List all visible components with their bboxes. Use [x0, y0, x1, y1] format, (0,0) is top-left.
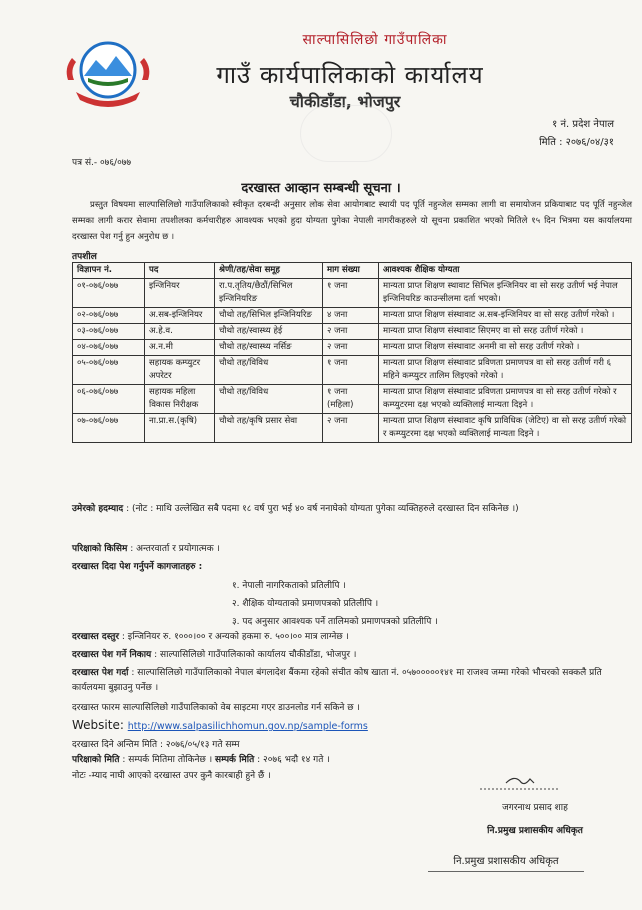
cell-qualification: मान्यता प्राप्त शिक्षण संस्थावाट अ.सब-इन्जिनियर वा सो सरह उतीर्ण गरेको । — [379, 308, 632, 324]
exam-date-text: : सम्पर्क मितिमा तोकिनेछ । — [122, 755, 213, 765]
exam-date — [72, 753, 632, 768]
notice-title: दरखास्त आव्हान सम्बन्धी सूचना । — [241, 181, 401, 196]
signatory-designation: नि.प्रमुख प्रशासकीय अधिकृत — [487, 826, 583, 836]
header-municipality: साल्पासिलिछो गाउँपालिका — [302, 32, 448, 48]
contact-text: : २०७६ भदौ १४ गते । — [257, 755, 330, 765]
cell-ad-number: ०३-०७६/०७७ — [73, 324, 145, 340]
table-row — [73, 385, 632, 414]
notice-intro: प्रस्तुत विषयमा साल्पासिलिछो गाउँपालिकाको स्वीकृत दरबन्दी अनुसार लोक सेवा आयोगबाट स्थायी पद पूर्ति नहुन्जेल सम्मका लागी वा समायोजन प्रकियाबाट पद पूर्ति नहुन्जेल सम्मका लागी करार सेवामा तपशीलका कर्मचारीहरु आवश्यक भएको हुदा योग्यता पुगेका नेपाली नागरीकहरुले यो सूचना प्रकाशित भएको मितिले १५ दिन भित्रमा यस कार्यालयमा दरखास्त पेश गर्नु हुन अनुरोध छ । — [72, 200, 632, 242]
docs-label: दरखास्त दिदा पेश गर्नुपर्ने कागजातहरु : — [72, 562, 203, 572]
exam-text: : अन्तरवार्ता र प्रयोगात्मक । — [130, 544, 220, 554]
cell-ad-number: ०५-०७६/०७७ — [73, 356, 145, 385]
cell-count: १ जना — [323, 356, 379, 385]
table-label: तपशील — [72, 252, 97, 262]
cell-qualification: मान्यता प्राप्त शिक्षण स्थावाट सिभिल इन्जिनियर वा सो सरह उतीर्ण भई नेपाल इन्जिनियरिङ काउन्सीलमा दर्ता भएको। — [379, 279, 632, 308]
cell-level: रा.प.तृतिय/छैठौं/सिभिल इन्जिनियरिङ — [215, 279, 323, 308]
table-row — [73, 414, 632, 443]
cell-post: अ.सब-इन्जिनियर — [145, 308, 215, 324]
cell-ad-number: ०७-०७६/०७७ — [73, 414, 145, 443]
age-limit — [72, 502, 632, 517]
table-header-row — [73, 263, 632, 279]
cell-count: २ जना — [323, 414, 379, 443]
fee-text: : इन्जिनियर रु. १०००।०० र अन्यको हकमा रु. ५००।०० मात्र लाग्नेछ । — [121, 632, 349, 642]
header-address: चौकीडाँडा, भोजपुर — [289, 92, 401, 111]
header-office: गाउँ कार्यपालिकाको कार्यालय — [216, 61, 484, 89]
payment-label: दरखास्त पेश गर्दा — [72, 668, 129, 678]
deadline: दरखास्त दिने अन्तिम मिति : २०७६/०५/१३ गते सम्म — [72, 740, 240, 750]
payment-instruction — [72, 666, 632, 696]
signature-scribble — [478, 773, 560, 793]
document-item: १. नेपाली नागरिकताको प्रतिलीपि । — [232, 581, 346, 591]
vacancy-table — [72, 262, 632, 443]
cell-level: चौथो तह/स्वास्थ्य हेई — [215, 324, 323, 340]
cell-level: चौथो तह/विविध — [215, 385, 323, 414]
header-cell: श्रेणी/तह/सेवा समूह — [215, 263, 323, 279]
submit-office — [72, 648, 632, 663]
reference-number: पत्र सं.- ०७६/०७७ — [72, 158, 132, 168]
table-row — [73, 308, 632, 324]
header-cell: माग संख्या — [323, 263, 379, 279]
exam-date-label: परिक्षाको मिति — [72, 755, 120, 765]
website-line — [72, 718, 368, 732]
website-label: Website: — [72, 718, 124, 732]
cell-qualification: मान्यता प्राप्त शिक्षण संस्थावाट प्रविणता प्रमाणपत्र वा सो सरह उतीर्ण गरी ६ महिने कम्प्युटर तालिम लिइएको गरेको । — [379, 356, 632, 385]
cell-post: सहायक कम्प्युटर अपरेटर — [145, 356, 215, 385]
document-item: ३. पद अनुसार आवश्यक पर्ने तालिमको प्रमाणपत्रको प्रतिलीपि । — [232, 617, 438, 627]
exam-type — [72, 542, 632, 557]
cell-level: चौथो तह/स्वास्थ्य नर्सिङ — [215, 340, 323, 356]
age-label: उमेरको हदम्याद — [72, 504, 124, 514]
table-row — [73, 340, 632, 356]
cell-ad-number: ०१-०७६/०७७ — [73, 279, 145, 308]
cell-post: अ.हे.व. — [145, 324, 215, 340]
date-line: मिति : २०७६/०४/३१ — [539, 137, 614, 148]
header-cell: विज्ञापन नं. — [73, 263, 145, 279]
table-row — [73, 279, 632, 308]
signatory-name: जगरनाथ प्रसाद शाह — [502, 803, 568, 813]
cell-qualification: मान्यता प्राप्त शिक्षण संस्थावाट कृषि प्राविधिक (जेटिए) वा सो सरह उतीर्ण गरेको र कम्प्युटरमा दक्ष भएको व्यक्तिलाई मान्यता दिइने । — [379, 414, 632, 443]
cell-post: सहायक महिला विकास निरीक्षक — [145, 385, 215, 414]
cell-post: इन्जिनियर — [145, 279, 215, 308]
cell-qualification: मान्यता प्राप्त शिक्षण संस्थावाट सिएमए वा सो सरह उतीर्ण गरेको । — [379, 324, 632, 340]
website-link[interactable]: http://www.salpasilichhomun.gov.np/sample-forms — [127, 721, 368, 732]
cell-ad-number: ०६-०७६/०७७ — [73, 385, 145, 414]
submit-label: दरखास्त पेश गर्ने निकाय — [72, 650, 152, 660]
logo — [62, 40, 154, 110]
header-cell: पद — [145, 263, 215, 279]
faint-stamp — [300, 105, 392, 162]
cell-count: १ जना — [323, 279, 379, 308]
cell-level: चौथो तह/सिभिल इन्जिनियरिङ — [215, 308, 323, 324]
cell-count: १ जना (महिला) — [323, 385, 379, 414]
cell-qualification: मान्यता प्राप्त शिक्षण संस्थावाट अनमी वा सो सरह उतीर्ण गरेको । — [379, 340, 632, 356]
note: नोटः -म्याद नाघी आएको दरखास्त उपर कुनै कारबाही हुने छैं । — [72, 771, 271, 781]
cell-qualification: मान्यता प्राप्त शिक्षण संस्थावाट प्रविणता प्रमाणपत्र वा सो सरह उतीर्ण गरेको र कम्प्युटरमा दक्ष भएको व्यक्तिलाई मान्यता दिइने । — [379, 385, 632, 414]
table-row — [73, 324, 632, 340]
contact-label: सम्पर्क मिति — [214, 755, 255, 765]
cell-count: २ जना — [323, 324, 379, 340]
submit-text: : साल्पासिलिछो गाउँपालिकाको कार्यालय चौकीडाँडा, भोजपुर । — [154, 650, 357, 660]
province-line: १ नं. प्रदेश नेपाल — [552, 119, 614, 130]
header-cell: आवश्यक शैक्षिक योग्यता — [379, 263, 632, 279]
fee-label: दरखास्त दस्तुर — [72, 632, 120, 642]
cell-count: २ जना — [323, 340, 379, 356]
designation-stamp: नि.प्रमुख प्रशासकीय अधिकृत — [428, 853, 584, 872]
cell-level: चौथो तह/कृषि प्रसार सेवा — [215, 414, 323, 443]
cell-post: अ.न.मी — [145, 340, 215, 356]
payment-text: : साल्पासिलिछो गाउँपालिकाको नेपाल बंगलादेश बैंकमा रहेको संचीत कोष खाता नं. ०५७०००००१४१ मा राजश्व जम्मा गरेको भौचरको सक्कलै प्रति कार्यलयमा बुझाउनु पर्नेछ । — [72, 668, 602, 693]
age-text: : (नोट : माथि उल्लेखित सबै पदमा १८ वर्ष पुरा भई ४० वर्ष ननाघेको योग्यता पुगेका व्यक्तिहरुले दरखास्त दिन सकिनेछ ।) — [126, 504, 519, 514]
cell-post: ना.प्रा.स.(कृषि) — [145, 414, 215, 443]
exam-label: परिक्षाको किसिम — [72, 544, 128, 554]
download-note: दरखास्त फारम साल्पासिलिछो गाउँपालिकाको वेब साइटमा गएर डाउनलोड गर्न सकिने छ । — [72, 703, 360, 713]
table-row — [73, 356, 632, 385]
document-item: २. शैक्षिक योग्यताको प्रमाणपत्रको प्रतिलीपि । — [232, 599, 379, 609]
cell-ad-number: ०२-०७६/०७७ — [73, 308, 145, 324]
documents-heading — [72, 560, 632, 575]
cell-count: ४ जना — [323, 308, 379, 324]
fee — [72, 630, 632, 645]
cell-ad-number: ०४-०७६/०७७ — [73, 340, 145, 356]
cell-level: चौथो तह/विविध — [215, 356, 323, 385]
